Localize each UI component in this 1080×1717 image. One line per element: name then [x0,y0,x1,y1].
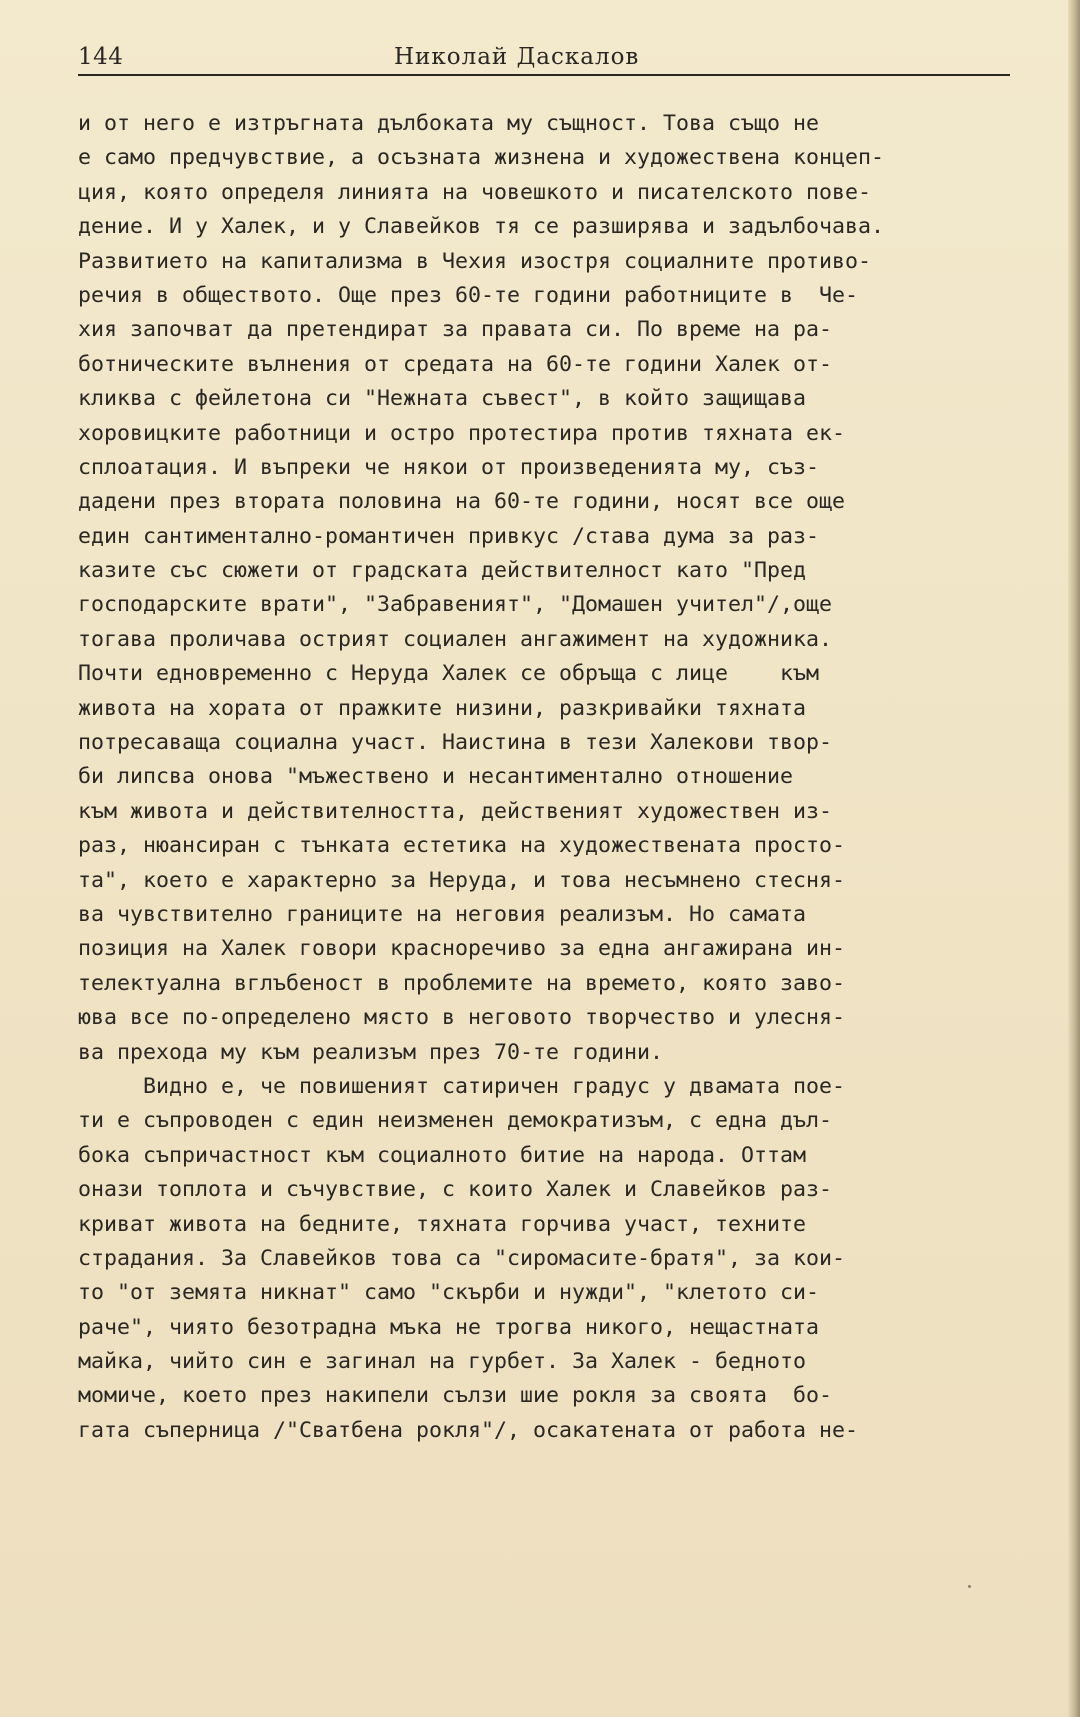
text-line: би липсва онова "мъжествено и несантиментално отношение [78,764,794,790]
text-line: тогава проличава острият социален ангажимент на художника. [78,626,833,652]
text-line: то "от земята никнат" само "скърби и нужди", "клетото си- [78,1280,820,1306]
text-line: позиция на Халек говори красноречиво за една ангажирана ин- [78,936,846,962]
text-line: телектуална вглъбеност в проблемите на времето, която заво- [78,970,846,996]
running-head: Николай Даскалов [394,44,640,70]
text-line: кликва с фейлетона си "Нежната съвест", в който защищава [78,386,807,412]
header-rule [78,74,1010,76]
text-line: господарските врати", "Забравеният", "Домашен учител"/,още [78,592,833,618]
text-line: ция, която определя линията на човешкото и писателското пове- [78,179,872,205]
text-line: момиче, което през накипели сълзи шие рокля за своята бо- [78,1383,833,1409]
text-line: ва чувствително границите на неговия реализъм. Но самата [78,901,807,927]
text-line: и от него е изтръгната дълбоката му същност. Това също не [78,111,820,136]
text-line: ва прехода му към реализъм през 70-те години. [78,1039,664,1065]
text-line: раче", чиято безотрадна мъка не трогва никого, нещастната [78,1314,820,1340]
text-line: дадени през втората половина на 60-те години, носят все още [78,489,846,515]
text-line: онази топлота и съчувствие, с които Халек и Славейков раз- [78,1177,833,1203]
text-line: раз, нюансиран с тънката естетика на художествената просто- [78,833,846,859]
text-line: потресаваща социална участ. Наистина в тези Халекови твор- [78,730,833,756]
page-edge-shadow [1068,0,1080,1717]
text-line: бока съпричастност към социалното битие на народа. Оттам [78,1142,807,1168]
text-line: хоровицките работници и остро протестира против тяхната ек- [78,420,846,446]
text-line: гата съперница /"Сватбена рокля"/, осакатената от работа не- [78,1417,859,1443]
page-header [78,44,1010,74]
text-line: юва все по-определено място в неговото творчество и улесня- [78,1005,846,1031]
text-line: страдания. За Славейков това са "сиромасите-братя", за кои- [78,1245,846,1271]
text-line: казите със сюжети от градската действителност като "Пред [78,558,807,584]
text-line: Развитието на капитализма в Чехия изостря социалните противо- [78,248,872,274]
text-line: живота на хората от пражките низини, разкривайки тяхната [78,695,807,721]
text-line: Почти едновременно с Неруда Халек се обръща с лице към [78,661,820,687]
text-line: Видно е, че повишеният сатиричен градус у двамата пое- [78,1073,846,1099]
text-line: към живота и действителността, действеният художествен из- [78,798,833,824]
text-line: речия в обществото. Още през 60-те години работниците в Че- [78,282,859,308]
speck-mark [968,1585,971,1588]
text-line: дение. И у Халек, и у Славейков тя се разширява и задълбочава. [78,214,885,240]
text-line: сплоатация. И въпреки че някои от произведенията му, съз- [78,454,820,480]
text-line: криват живота на бедните, тяхната горчива участ, техните [78,1211,807,1237]
text-line: ботническите вълнения от средата на 60-те години Халек от- [78,351,833,377]
text-line: е само предчувствие, а осъзната жизнена и художествена концеп- [78,145,885,171]
text-line: та", което е характерно за Неруда, и това несъмнено стесня- [78,867,846,893]
body-text [78,107,1028,1448]
text-line: ти е съпроводен с един неизменен демократизъм, с една дъл- [78,1108,833,1134]
text-line: един сантиментално-романтичен привкус /става дума за раз- [78,523,820,549]
page-number: 144 [78,44,124,70]
text-line: хия започват да претендират за правата си. По време на ра- [78,317,833,343]
text-line: майка, чийто син е загинал на гурбет. За Халек - бедното [78,1349,807,1375]
